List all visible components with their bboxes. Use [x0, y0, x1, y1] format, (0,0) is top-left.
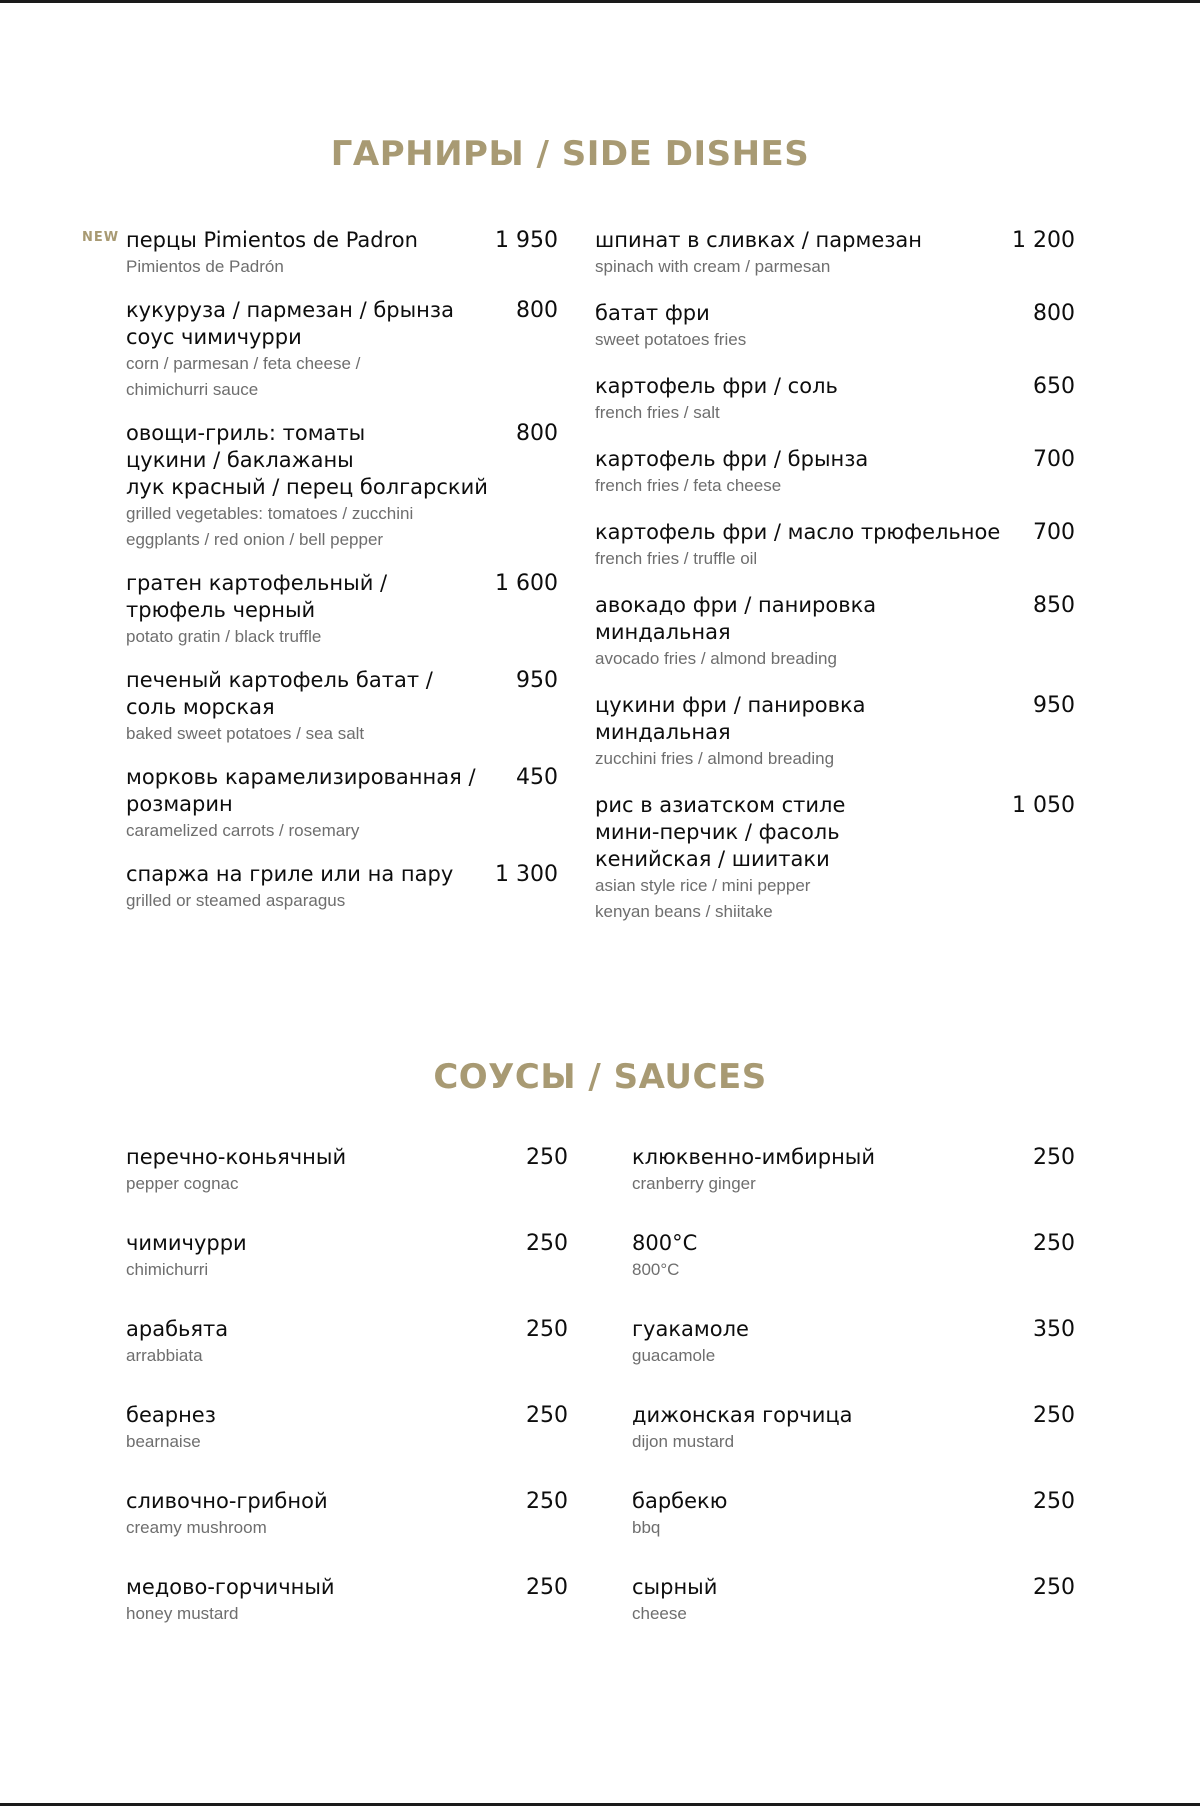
- sauces-right-column: [632, 1144, 1075, 1627]
- sauces-left-column: [126, 1144, 568, 1627]
- menu-item-price: 850: [1033, 593, 1075, 618]
- menu-item-description: caramelized carrots / rosemary: [126, 821, 360, 840]
- menu-item-price: 250: [526, 1145, 568, 1170]
- menu-item: [595, 519, 1075, 572]
- menu-item-name: барбекю: [632, 1489, 728, 1513]
- menu-item-price: 350: [1033, 1317, 1075, 1342]
- menu-item-name: кукуруза / пармезан / брынза соус чимичурри: [126, 298, 454, 349]
- menu-item-price: 800: [1033, 301, 1075, 326]
- menu-item-name: спаржа на гриле или на пару: [126, 862, 454, 886]
- menu-item-description: spinach with cream / parmesan: [595, 257, 831, 276]
- menu-item-price: 650: [1033, 374, 1075, 399]
- menu-item-description: zucchini fries / almond breading: [595, 749, 835, 768]
- side-dishes-title: ГАРНИРЫ / SIDE DISHES: [330, 134, 810, 174]
- menu-item-price: 250: [1033, 1145, 1075, 1170]
- menu-item-description: french fries / truffle oil: [595, 549, 758, 568]
- menu-item-name: картофель фри / масло трюфельное: [595, 520, 1001, 544]
- menu-item-name: шпинат в сливках / пармезан: [595, 228, 923, 252]
- menu-item-description: baked sweet potatoes / sea salt: [126, 724, 365, 743]
- menu-item-price: 450: [516, 765, 558, 790]
- menu-item-description: potato gratin / black truffle: [126, 627, 322, 646]
- menu-item-price: 250: [1033, 1489, 1075, 1514]
- sauces-title: СОУСЫ / SAUCES: [433, 1057, 767, 1097]
- menu-item-price: 1 950: [495, 228, 558, 253]
- menu-item-name: сырный: [632, 1575, 718, 1599]
- menu-item-price: 700: [1033, 447, 1075, 472]
- menu-item-price: 250: [1033, 1231, 1075, 1256]
- menu-item-price: 1 050: [1012, 793, 1075, 818]
- menu-item-name: сливочно-грибной: [126, 1489, 328, 1513]
- menu-item-price: 1 200: [1012, 228, 1075, 253]
- menu-item-price: 250: [1033, 1403, 1075, 1428]
- menu-item: [632, 1230, 1075, 1283]
- menu-item-name: перечно-коньячный: [126, 1145, 347, 1169]
- menu-item-description: french fries / feta cheese: [595, 476, 782, 495]
- menu-item-description: bbq: [632, 1518, 661, 1537]
- menu-item: [126, 570, 558, 650]
- menu-item-name: перцы Pimientos de Padron: [126, 228, 418, 252]
- menu-item-description: arrabbiata: [126, 1346, 203, 1365]
- side-dishes-left-column: [82, 227, 558, 914]
- menu-item-description: cheese: [632, 1604, 687, 1623]
- menu-item-description: dijon mustard: [632, 1432, 735, 1451]
- menu-item-price: 250: [1033, 1575, 1075, 1600]
- menu-item-name: гуакамоле: [632, 1317, 749, 1341]
- menu-item-description: sweet potatoes fries: [595, 330, 747, 349]
- menu-item-description: cranberry ginger: [632, 1174, 756, 1193]
- menu-item-description: honey mustard: [126, 1604, 239, 1623]
- menu-item: [595, 227, 1075, 280]
- menu-item-name: гратен картофельный / трюфель черный: [126, 571, 388, 622]
- menu-item-description: guacamole: [632, 1346, 716, 1365]
- menu-item-price: 250: [526, 1403, 568, 1428]
- menu-item: [126, 1230, 568, 1283]
- menu-item-price: 250: [526, 1575, 568, 1600]
- menu-item: [126, 1144, 568, 1197]
- menu-item-name: картофель фри / брынза: [595, 447, 869, 471]
- menu-item-name: медово-горчичный: [126, 1575, 335, 1599]
- menu-item: [82, 227, 558, 280]
- menu-item-name: цукини фри / панировка миндальная: [595, 693, 866, 744]
- menu-item-price: 950: [1033, 693, 1075, 718]
- new-badge: NEW: [82, 230, 120, 245]
- menu-item-description: asian style rice / mini pepper kenyan beans / shiitake: [595, 876, 811, 921]
- menu-item: [595, 592, 1075, 672]
- menu-item: [126, 1574, 568, 1627]
- menu-item-name: рис в азиатском стиле мини-перчик / фасоль кенийская / шиитаки: [595, 793, 846, 871]
- side-dishes-right-column: [595, 227, 1075, 925]
- menu-item: [126, 861, 558, 914]
- menu-item-description: chimichurri: [126, 1260, 209, 1279]
- menu-item: [632, 1402, 1075, 1455]
- menu-item-description: Pimientos de Padrón: [126, 257, 284, 276]
- menu-item-description: french fries / salt: [595, 403, 720, 422]
- menu-item-description: corn / parmesan / feta cheese / chimichurri sauce: [126, 354, 361, 399]
- menu-item-price: 800: [516, 298, 558, 323]
- menu-item: [126, 1316, 568, 1369]
- menu-item: [126, 764, 558, 844]
- menu-item-name: 800°C: [632, 1231, 698, 1255]
- menu-item-name: авокадо фри / панировка миндальная: [595, 593, 877, 644]
- menu-item: [632, 1144, 1075, 1197]
- menu-item-name: дижонская горчица: [632, 1403, 853, 1427]
- menu-item-name: морковь карамелизированная / розмарин: [126, 765, 476, 816]
- menu-item: [126, 1402, 568, 1455]
- menu-item-price: 700: [1033, 520, 1075, 545]
- menu-item-description: bearnaise: [126, 1432, 201, 1451]
- menu-item-description: avocado fries / almond breading: [595, 649, 837, 668]
- menu-item-price: 250: [526, 1231, 568, 1256]
- menu-item-name: картофель фри / соль: [595, 374, 838, 398]
- menu-item-name: клюквенно-имбирный: [632, 1145, 876, 1169]
- menu-item: [126, 420, 558, 553]
- menu-item: [632, 1488, 1075, 1541]
- menu-item: [595, 373, 1075, 426]
- menu-item-description: 800°C: [632, 1260, 680, 1279]
- menu-item: [632, 1316, 1075, 1369]
- menu-item-price: 1 600: [495, 571, 558, 596]
- menu-item-price: 250: [526, 1489, 568, 1514]
- menu-item-description: grilled or steamed asparagus: [126, 891, 346, 910]
- menu-item-description: pepper cognac: [126, 1174, 239, 1193]
- menu-item-price: 250: [526, 1317, 568, 1342]
- menu-item-description: creamy mushroom: [126, 1518, 267, 1537]
- menu-item: [595, 692, 1075, 772]
- menu-item: [632, 1574, 1075, 1627]
- menu-item: [595, 300, 1075, 353]
- top-border: [0, 0, 1200, 3]
- menu-item-description: grilled vegetables: tomatoes / zucchini eggplants / red onion / bell pepper: [126, 504, 414, 549]
- menu-item-name: печеный картофель батат / соль морская: [126, 668, 433, 719]
- menu-item-price: 950: [516, 668, 558, 693]
- menu-item: [595, 792, 1075, 925]
- menu-item-price: 1 300: [495, 862, 558, 887]
- menu-item-name: батат фри: [595, 301, 710, 325]
- menu-item: [126, 667, 558, 747]
- menu-item-name: овощи-гриль: томаты цукини / баклажаны лук красный / перец болгарский: [126, 421, 488, 499]
- menu-item: [595, 446, 1075, 499]
- menu-item: [126, 297, 558, 403]
- menu-item-name: арабьята: [126, 1317, 229, 1341]
- menu-item-name: беарнез: [126, 1403, 216, 1427]
- menu-item-price: 800: [516, 421, 558, 446]
- menu-item: [126, 1488, 568, 1541]
- menu-item-name: чимичурри: [126, 1231, 247, 1255]
